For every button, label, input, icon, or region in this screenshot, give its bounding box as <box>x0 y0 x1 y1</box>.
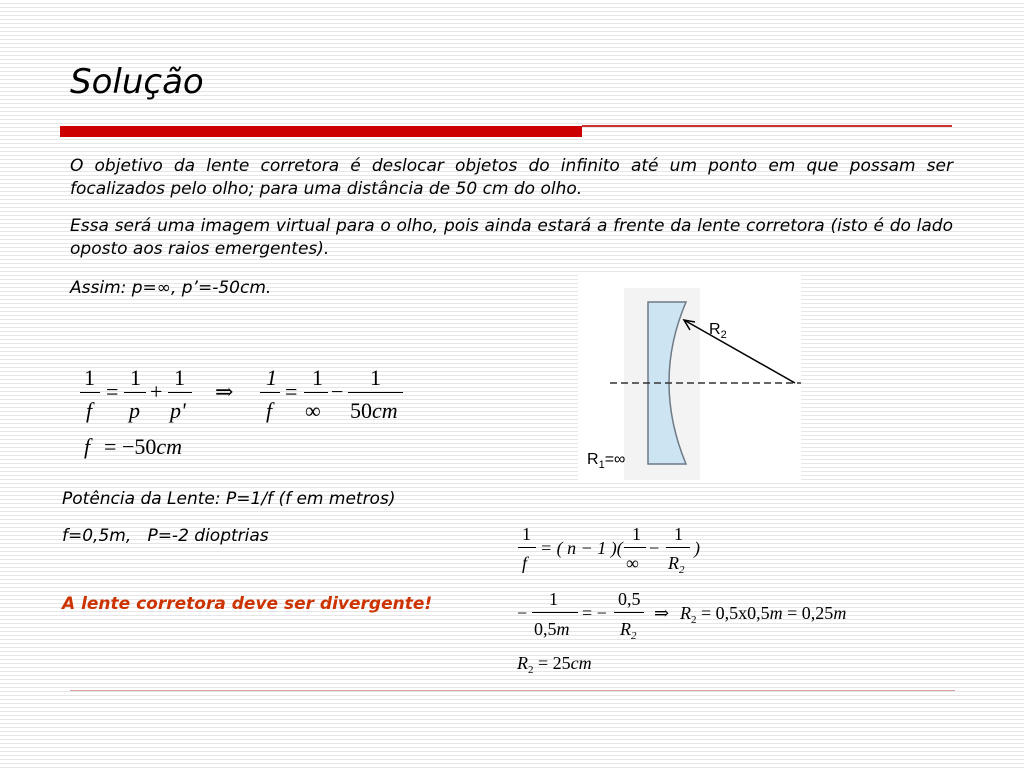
eq4-num1: 1 <box>522 524 531 544</box>
eq3-rhs: −50cm <box>122 434 183 459</box>
eq1-den1: f <box>86 398 93 423</box>
eq5-rhs: $R_2 = 0,5x0,5m = 0,25m$ <box>680 603 847 626</box>
paragraph-assumption: Assim: p=∞, p’=-50cm. <box>70 278 272 298</box>
label-r2: $R_2$ <box>709 321 727 341</box>
eq4-num2: 1 <box>632 524 641 544</box>
eq2-minus: − <box>331 379 344 404</box>
eq1-num2: 1 <box>130 365 141 390</box>
eq1-equals: = <box>106 379 119 404</box>
eq4-den1: f <box>522 553 528 573</box>
eq2-num3: 1 <box>370 365 381 390</box>
eq5-lead-minus: − <box>517 603 528 623</box>
eq2-num1: 1 <box>266 365 277 390</box>
power-definition-text: Potência da Lente: P=1/f (f em metros) <box>62 489 396 509</box>
eq3-equals: = <box>104 434 117 459</box>
title-accent-bar <box>60 126 582 137</box>
eq4-frac-line-1 <box>518 547 536 548</box>
paragraph-virtual-image: Essa será uma imagem virtual para o olho, pois ainda estará a frente da lente corretora (isto é do lado oposto aos raios emergentes). <box>70 216 953 259</box>
focal-power-values-text: f=0,5m, P=-2 dioptrias <box>62 526 269 546</box>
radius-r2-arrow-line <box>684 320 795 383</box>
eq3-lhs: f <box>84 434 91 459</box>
eq5-den2: $R_2$ <box>620 619 637 642</box>
eq5-equals: = − <box>582 603 607 623</box>
eq2-equals: = <box>285 379 298 404</box>
paragraph-objective: O objetivo da lente corretora é deslocar objetos do infinito até um ponto em que possam ser focalizados pelo olho; para uma distância de 50 cm do olho. <box>70 156 953 199</box>
eq2-frac-line-3 <box>348 392 403 393</box>
eq1-frac-line-3 <box>168 392 192 393</box>
eq1-plus: + <box>150 379 163 404</box>
eq4-frac-line-2 <box>624 547 646 548</box>
eq2-den1: f <box>266 398 273 423</box>
page-title: Solução <box>70 62 204 102</box>
eq2-frac-line-2 <box>304 392 328 393</box>
title-divider-line <box>582 125 952 127</box>
eq2-num2: 1 <box>312 365 323 390</box>
eq4-num3: 1 <box>674 524 683 544</box>
eq1-num1: 1 <box>84 365 95 390</box>
eq4-mid: = ( n − 1 )( <box>540 538 623 558</box>
eq4-close: ) <box>694 538 700 558</box>
eq5-frac-line-2 <box>614 612 644 613</box>
eq5-num1: 1 <box>549 589 558 609</box>
eq4-frac-line-3 <box>666 547 690 548</box>
eq1-den2: p <box>129 398 140 423</box>
eq6-text: $R_2 = 25cm$ <box>517 653 592 676</box>
eq2-frac-line-1 <box>260 392 280 393</box>
eq5-den1: 0,5m <box>534 619 570 639</box>
eq5-frac-line-1 <box>532 612 578 613</box>
eq4-den3: $R_2$ <box>668 553 685 576</box>
footer-divider-line <box>70 690 955 691</box>
eq1-den3: p' <box>170 398 186 423</box>
eq4-den2: ∞ <box>626 553 639 573</box>
eq2-den3: 50cm <box>350 398 398 423</box>
implies-arrow: ⇒ <box>215 379 234 404</box>
conclusion-text: A lente corretora deve ser divergente! <box>62 594 433 614</box>
eq5-implies: ⇒ <box>654 603 670 623</box>
label-r1: $R_1=\infty$ <box>587 451 626 471</box>
eq5-num2: 0,5 <box>618 589 641 609</box>
eq1-frac-line-2 <box>124 392 146 393</box>
eq2-den2: ∞ <box>305 398 321 423</box>
eq1-num3: 1 <box>174 365 185 390</box>
eq1-frac-line-1 <box>80 392 100 393</box>
eq4-minus: − <box>649 538 660 558</box>
